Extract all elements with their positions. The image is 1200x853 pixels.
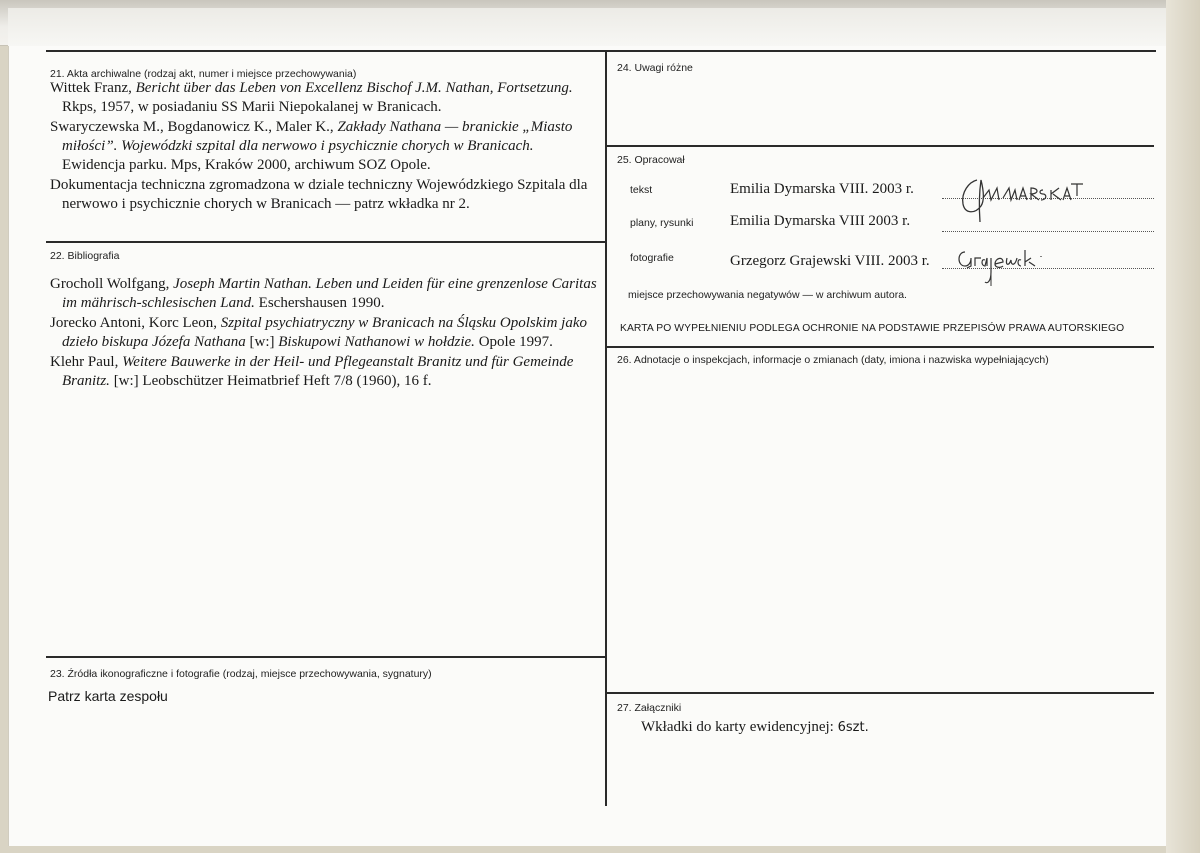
section-24-title: 24. Uwagi różne	[617, 62, 693, 74]
entry-author: Jorecko Antoni, Korc Leon,	[50, 315, 221, 331]
row-value-fotografie: Grzegorz Grajewski VIII. 2003 r.	[730, 253, 930, 269]
entry-rest: [w:] Leobschützer Heimatbrief Heft 7/8 (1960), 16 f.	[109, 373, 432, 389]
signature-dymarska	[955, 176, 1085, 224]
entry-rest-2: Opole 1997.	[474, 334, 553, 350]
row-label-plany: plany, rysunki	[630, 217, 694, 229]
entry-rest: [w:]	[245, 334, 279, 350]
rule-left-21-22	[46, 241, 607, 243]
entry-title: Zakłady Nathana — branickie „Miasto miłości”. Wojewódzki szpital dla nerwowo i psychicznie chorych w Branicach.	[62, 119, 573, 154]
negatives-location: miejsce przechowywania negatywów — w archiwum autora.	[628, 289, 907, 301]
section-21-entries	[50, 79, 598, 215]
scan-right-edge	[1166, 0, 1200, 853]
entry-author: Wittek Franz,	[50, 80, 136, 96]
entry-author: Grocholl Wolfgang,	[50, 276, 174, 292]
entry-rest: Rkps, 1957, w posiadaniu SS Marii Niepokalanej w Branicach.	[62, 99, 442, 115]
rule-right-24-25	[606, 145, 1154, 147]
signature-line	[942, 231, 1154, 232]
archive-entry	[50, 118, 598, 175]
section-27-value	[641, 719, 869, 736]
bibliography-entry	[50, 275, 598, 313]
section-23-value: Patrz karta zespołu	[48, 688, 168, 704]
entry-author: Swaryczewska M., Bogdanowicz K., Maler K.,	[50, 119, 338, 135]
rule-right-26-27	[606, 692, 1154, 694]
entry-title-2: Biskupowi Nathanowi w hołdzie.	[278, 334, 475, 350]
attachments-label: Wkładki do karty ewidencyjnej:	[641, 719, 834, 735]
section-22-title: 22. Bibliografia	[50, 250, 120, 262]
rule-left-22-23	[46, 656, 607, 658]
entry-rest: Eschershausen 1990.	[254, 295, 385, 311]
attachments-count: 6szt.	[837, 720, 869, 735]
section-25-title: 25. Opracował	[617, 154, 685, 166]
section-26-title: 26. Adnotacje o inspekcjach, informacje o zmianach (daty, imiona i nazwiska wypełniających)	[617, 354, 1049, 366]
section-21-title: 21. Akta archiwalne (rodzaj akt, numer i miejsce przechowywania)	[50, 68, 357, 80]
section-23-title: 23. Źródła ikonograficzne i fotografie (rodzaj, miejsce przechowywania, sygnatury)	[50, 668, 432, 680]
rule-right-25-26	[606, 346, 1154, 348]
row-label-tekst: tekst	[630, 184, 653, 196]
row-label-fotografie: fotografie	[630, 252, 674, 264]
bibliography-entry	[50, 353, 598, 391]
entry-author: Klehr Paul,	[50, 354, 123, 370]
entry-title: Bericht über das Leben von Excellenz Bischof J.M. Nathan, Fortsetzung.	[135, 80, 573, 96]
copyright-notice: KARTA PO WYPEŁNIENIU PODLEGA OCHRONIE NA PODSTAWIE PRZEPISÓW PRAWA AUTORSKIEGO	[620, 323, 1125, 334]
rule-top	[46, 50, 1156, 52]
entry-title: Joseph Martin Nathan. Leben und Leiden für eine grenzenlose Caritas im mährisch-schlesischen Land.	[62, 276, 597, 311]
archive-entry	[50, 176, 598, 214]
entry-author: Dokumentacja techniczna zgromadzona w dziale techniczny Wojewódzkiego Szpitala dla nerwowo i psychicznie chorych w Branicach — patrz wkładka nr 2.	[50, 177, 588, 212]
row-value-tekst: Emilia Dymarska VIII. 2003 r.	[730, 181, 914, 197]
section-27-title: 27. Załączniki	[617, 702, 682, 714]
card-top-edge	[8, 8, 1166, 46]
signature-grajewski	[955, 246, 1055, 286]
entry-title: Weitere Bauwerke in der Heil- und Pflegeanstalt Branitz und für Gemeinde Branitz.	[62, 354, 574, 389]
entry-rest: Ewidencja parku. Mps, Kraków 2000, archiwum SOZ Opole.	[62, 157, 431, 173]
row-value-plany: Emilia Dymarska VIII 2003 r.	[730, 213, 911, 229]
section-22-entries	[50, 275, 598, 392]
entry-title: Szpital psychiatryczny w Branicach na Śląsku Opolskim jako dzieło biskupa Józefa Nathana	[62, 315, 587, 350]
archive-entry	[50, 79, 598, 117]
bibliography-entry	[50, 314, 598, 352]
